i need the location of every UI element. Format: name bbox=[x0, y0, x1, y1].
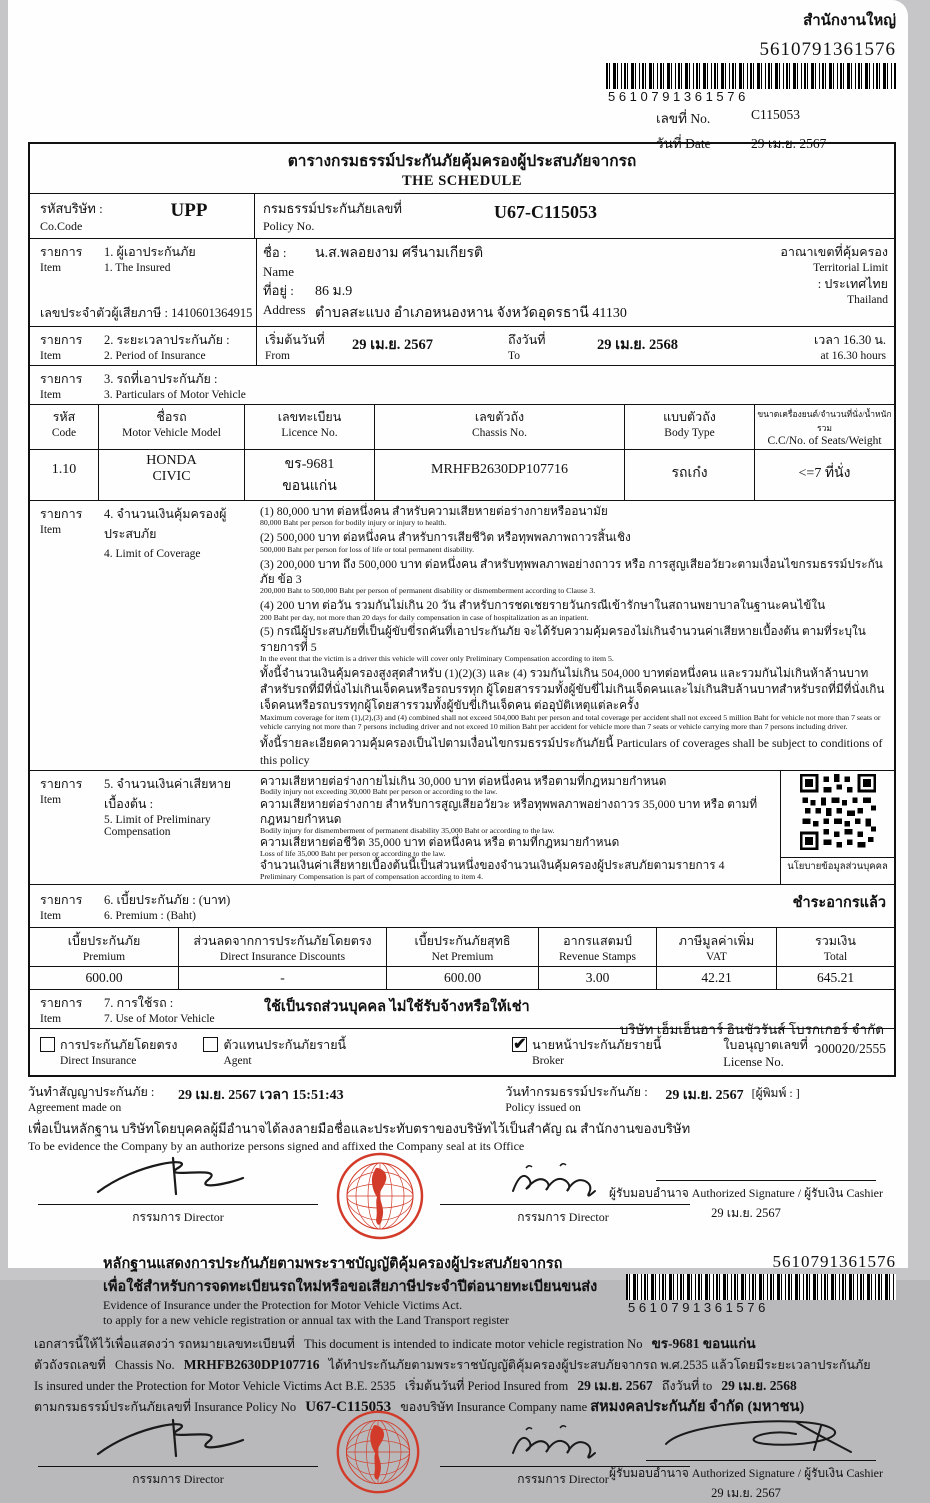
pcol-stamps-th: อากรแสตมป์ bbox=[563, 933, 632, 948]
evidence-en: To be evidence the Company by an authorize persons signed and affixed the Company seal at its Office bbox=[28, 1138, 525, 1153]
agreement-label-en: Agreement made on bbox=[28, 1101, 122, 1114]
pcol-discount-th: ส่วนลดจากการประกันภัยโดยตรง bbox=[193, 933, 372, 948]
director-signature-1 bbox=[78, 1154, 258, 1206]
from-date: 29 เม.ย. 2567 bbox=[352, 337, 434, 353]
vehicle-item-row bbox=[30, 365, 894, 404]
direct-insurance-option bbox=[40, 1035, 177, 1070]
license-no-value: ว00020/2555 bbox=[813, 1040, 886, 1056]
line2-th: ตัวถังรถเลขที่ bbox=[34, 1357, 106, 1372]
time-en: at 16.30 hours bbox=[820, 350, 886, 362]
coverage-item-en: 4. Limit of Coverage bbox=[104, 548, 201, 560]
pcol-premium-en: Premium bbox=[82, 950, 126, 963]
vehicle-code: 1.10 bbox=[51, 462, 77, 477]
policy-sheet bbox=[8, 0, 908, 1500]
pcol-total-en: Total bbox=[823, 950, 848, 963]
item-label-en: Item bbox=[40, 524, 62, 536]
coverage-item-th: 4. จำนวนเงินคุ้มครองผู้ประสบภัย bbox=[104, 507, 227, 541]
policy-issued-label-en: Policy issued on bbox=[505, 1101, 581, 1114]
time-th: เวลา 16.30 น. bbox=[813, 333, 886, 347]
coverage-clause-5-en: In the event that the victim is a driver this vehicle will cover only Preliminary Compensation according to item 5. bbox=[260, 654, 614, 664]
line4-en: Insurance Policy No bbox=[194, 1400, 297, 1415]
coverage-note-en: Maximum coverage for item (1),(2),(3) and (4) combined shall not exceed 504,000 Baht per person and total coverage per accident shall not exceed 5 million Baht for vehicle not more than 7 seats or vehicle carrying not more than 7 persons including driver and not exceed 10 milion Baht per accident for vehicle more than 7 seats or vehicle carrying more than 7 persons including driver. bbox=[260, 712, 881, 731]
evidence-th: เพื่อเป็นหลักฐาน บริษัทโดยบุคคลผู้มีอำนาจได้ลงลายมือชื่อและประทับตราของบริษัทไว้เป็นสำคัญ ณ สำนักงานของบริษัท bbox=[28, 1120, 691, 1136]
item-label-en: Item bbox=[40, 262, 62, 274]
printer-note: [ผู้พิมพ์ : ] bbox=[751, 1085, 800, 1100]
company-seal bbox=[334, 1150, 426, 1242]
prelim-line-1-th: ความเสียหายต่อร่างกายไม่เกิน 30,000 บาท ต่อหนึ่งคน หรือตามที่กฎหมายกำหนด bbox=[260, 773, 667, 788]
vehicle-seats: <=7 ที่นั่ง bbox=[754, 450, 894, 500]
policy-no-label-en: Policy No. bbox=[263, 219, 315, 233]
item-label-th: รายการ bbox=[40, 333, 83, 347]
company-policy-row bbox=[30, 193, 894, 238]
vcol-licence-th: เลขทะเบียน bbox=[277, 410, 342, 424]
prelim-item-th: 5. จำนวนเงินค่าเสียหายเบื้องต้น : bbox=[104, 776, 232, 811]
coverage-clause-3-en: 200,000 Baht to 500,000 Baht per person of permanent disability or dismemberment according to Clause 3. bbox=[260, 586, 596, 596]
net-premium-value: 600.00 bbox=[386, 967, 538, 989]
territorial-en: Territorial Limit bbox=[813, 262, 888, 274]
doc-date-value: 29 เม.ย. 2567 bbox=[751, 136, 827, 151]
pcol-total-th: รวมเงิน bbox=[815, 933, 856, 948]
barcode-number-bottom: 5610791361576 bbox=[772, 1251, 896, 1271]
agreement-date: 29 เม.ย. 2567 เวลา 15:51:43 bbox=[178, 1087, 344, 1103]
prelim-line-2-en: Bodily injury for dismemberment of permanent disability 35,000 Baht or according to the law. bbox=[260, 825, 555, 835]
vehicle-table-row bbox=[30, 449, 894, 500]
premium-table-header bbox=[30, 927, 894, 966]
vcol-chassis-th: เลขตัวถัง bbox=[474, 410, 525, 424]
broker-checkbox-checked bbox=[512, 1037, 527, 1052]
vcol-chassis-en: Chassis No. bbox=[472, 427, 527, 439]
schedule-title bbox=[30, 144, 894, 193]
coverage-clause-1-en: 80,000 Baht per person for bodily injury or injury to health. bbox=[260, 518, 447, 528]
policy-issued-date: 29 เม.ย. 2567 bbox=[665, 1087, 744, 1103]
evidence-title-en1: Evidence of Insurance under the Protection for Motor Vehicle Victims Act. bbox=[103, 1297, 463, 1312]
prelim-row bbox=[30, 770, 894, 884]
taxid-value: 1410601364915 bbox=[171, 306, 253, 320]
period-item-en: 2. Period of Insurance bbox=[104, 350, 206, 362]
coverage-clause-4-en: 200 Baht per day, not more than 20 days for daily compensation in case of hospitalization as an inpatient. bbox=[260, 612, 589, 622]
co-code-label-th: รหัสบริษัท : bbox=[40, 201, 103, 216]
use-value: ใช้เป็นรถส่วนบุคคล ไม่ใช้รับจ้างหรือให้เช่า bbox=[264, 998, 530, 1015]
line1-th: เอกสารนี้ให้ไว้เพื่อแสดงว่า รถหมายเลขทะเบียนที่ bbox=[34, 1336, 295, 1351]
coverage-row bbox=[30, 500, 894, 770]
vcol-seats-th: ขนาดเครื่องยนต์/จำนวนที่นั่ง/น้ำหนักรวม bbox=[757, 409, 892, 433]
insured-item-th: 1. ผู้เอาประกันภัย bbox=[104, 245, 196, 259]
vehicle-model-1: HONDA bbox=[146, 453, 197, 468]
cashier-signature bbox=[646, 1414, 866, 1462]
pcol-discount-en: Direct Insurance Discounts bbox=[219, 950, 346, 963]
vehicle-item-en: 3. Particulars of Motor Vehicle bbox=[104, 389, 246, 401]
prelim-line-2-th: ความเสียหายต่อร่างกาย สำหรับการสูญเสียอวัยวะ หรือทุพพลภาพอย่างถาวร 35,000 บาท หรือ ตามที่กฎหมายกำหนด bbox=[260, 797, 758, 826]
license-label-th: ใบอนุญาตเลขที่ bbox=[723, 1037, 808, 1052]
item-label-en: Item bbox=[40, 389, 62, 401]
vehicle-item-th: 3. รถที่เอาประกันภัย : bbox=[104, 372, 218, 386]
line3-en: Is insured under the Protection for Motor Vehicle Victims Act B.E. 2535 bbox=[34, 1378, 396, 1393]
line2-chassis: MRHFB2630DP107716 bbox=[183, 1356, 320, 1372]
item-label-en: Item bbox=[40, 350, 62, 362]
vehicle-licence-1: ขร-9681 bbox=[284, 457, 335, 472]
vehicle-licence-2: ขอนแก่น bbox=[282, 479, 337, 494]
line1-en: This document is intended to indicate motor vehicle registration No bbox=[303, 1336, 643, 1351]
pcol-vat-en: VAT bbox=[706, 950, 727, 963]
to-label-th: ถึงวันที่ bbox=[508, 333, 546, 347]
territorial-th: อาณาเขตที่คุ้มครอง bbox=[780, 245, 888, 259]
agreement-label-th: วันทำสัญญาประกันภัย : bbox=[28, 1084, 155, 1099]
item-label-th: รายการ bbox=[40, 892, 83, 907]
vcol-code-th: รหัส bbox=[52, 410, 76, 424]
director-label-1-bottom: กรรมการ Director bbox=[132, 1471, 224, 1486]
vcol-body-en: Body Type bbox=[664, 427, 715, 439]
policy-no-label-th: กรมธรรม์ประกันภัยเลขที่ bbox=[263, 201, 402, 216]
agent-checkbox bbox=[203, 1037, 218, 1052]
line3-from-date: 29 เม.ย. 2567 bbox=[577, 1377, 653, 1393]
schedule-title-th: ตารางกรมธรรม์ประกันภัยคุ้มครองผู้ประสบภัยจากรถ bbox=[287, 153, 637, 170]
line2-th2: ได้ทำประกันภัยตามพระราชบัญญัติคุ้มครองผู้ประสบภัยจากรถ พ.ศ.2535 แล้วโดยมีระยะเวลาประกันภัย bbox=[328, 1357, 871, 1372]
pcol-net-th: เบี้ยประกันภัยสุทธิ bbox=[414, 933, 511, 948]
vehicle-table-header bbox=[30, 404, 894, 449]
prelim-line-4-th: จำนวนเงินค่าเสียหายเบื้องต้นนี้เป็นส่วนหนึ่งของจำนวนเงินคุ้มครองผู้ประสบภัยตามรายการ 4 bbox=[260, 858, 725, 873]
evidence-title-en2: to apply for a new vehicle registration or annual tax with the Land Transport register bbox=[103, 1312, 509, 1327]
evidence-title-th1: หลักฐานแสดงการประกันภัยตามพระราชบัญญัติคุ้มครองผู้ประสบภัยจากรถ bbox=[103, 1255, 563, 1272]
policy-no-value: U67-C115053 bbox=[494, 202, 597, 222]
name-label-en: Name bbox=[263, 264, 295, 279]
line3-en2: Period Insured from bbox=[467, 1378, 569, 1393]
coverage-subject-note: ทั้งนี้รายละเอียดความคุ้มครองเป็นไปตามเงื่อนไขกรมธรรม์ประกันภัยนี้ Particulars of coverages shall be subject to conditions of this policy bbox=[260, 735, 883, 767]
doc-no-label: เลขที่ No. bbox=[656, 111, 711, 126]
agent-option bbox=[203, 1035, 346, 1070]
coverage-clause-4-th: (4) 200 บาท ต่อวัน รวมกันไม่เกิน 20 วัน สำหรับการชดเชยรายวันกรณีเข้ารักษาในสถานพยาบาลในฐานะคนไข้ใน bbox=[260, 598, 826, 613]
line4-en2: Insurance Company name bbox=[456, 1400, 588, 1415]
insured-addr2: ตำบลสะแบง อำเภอหนองหาน จังหวัดอุดรธานี 41130 bbox=[315, 306, 627, 321]
taxid-label: เลขประจำตัวผู้เสียภาษี : bbox=[40, 306, 168, 320]
to-date: 29 เม.ย. 2568 bbox=[597, 337, 679, 353]
policy-issued-label-th: วันทำกรมธรรม์ประกันภัย : bbox=[505, 1084, 648, 1099]
premium-item-th: 6. เบี้ยประกันภัย : (บาท) bbox=[104, 892, 231, 907]
line2-en: Chassis No. bbox=[114, 1357, 175, 1372]
channel-row bbox=[30, 1021, 894, 1075]
insured-item-en: 1. The Insured bbox=[104, 262, 171, 274]
premium-table-values bbox=[30, 966, 894, 989]
from-label-en: From bbox=[265, 350, 290, 362]
pcol-premium-th: เบี้ยประกันภัย bbox=[67, 933, 141, 948]
pcol-stamps-en: Revenue Stamps bbox=[559, 950, 636, 963]
director-signature-1-bottom bbox=[78, 1416, 258, 1468]
item-label-en: Item bbox=[40, 909, 62, 922]
signature-block-bottom bbox=[28, 1422, 896, 1500]
doc-no-value: C115053 bbox=[751, 107, 801, 122]
coverage-clause-2-th: (2) 500,000 บาท ต่อหนึ่งคน สำหรับการเสียชีวิต หรือทุพพลภาพถาวรสิ้นเชิง bbox=[260, 530, 631, 545]
license-label-en: License No. bbox=[723, 1054, 784, 1069]
line3-th: เริ่มต้นวันที่ bbox=[404, 1378, 465, 1393]
line4-policy-no: U67-C115053 bbox=[305, 1399, 392, 1416]
territorial-value-th: : ประเทศไทย bbox=[817, 277, 888, 291]
pcol-vat-th: ภาษีมูลค่าเพิ่ม bbox=[678, 933, 755, 948]
use-item-en: 7. Use of Motor Vehicle bbox=[104, 1012, 215, 1025]
office-label: สำนักงานใหญ่ bbox=[803, 13, 896, 29]
line1-registration: ขร-9681 ขอนแก่น bbox=[651, 1335, 756, 1351]
item-label-en: Item bbox=[40, 1012, 62, 1025]
director-label-2: กรรมการ Director bbox=[517, 1209, 609, 1224]
line3-to-date: 29 เม.ย. 2568 bbox=[721, 1377, 797, 1393]
director-signature-2-bottom bbox=[498, 1418, 628, 1463]
addr-label-en: Address bbox=[263, 302, 306, 317]
item-label-th: รายการ bbox=[40, 372, 83, 386]
prelim-line-1-en: Bodily injury not exceeding 30,000 Baht per person or according to the law. bbox=[260, 787, 498, 797]
insured-name: น.ส.พลอยงาม ศรีนามเกียรติ bbox=[315, 246, 484, 261]
agent-label-en: Agent bbox=[223, 1054, 252, 1067]
signature-block-top bbox=[28, 1154, 896, 1246]
vcol-licence-en: Licence No. bbox=[281, 427, 338, 439]
pcol-net-en: Net Premium bbox=[431, 950, 494, 963]
territorial-value-en: Thailand bbox=[847, 294, 888, 306]
stamp-duty-paid: ชำระอากรแล้ว bbox=[792, 894, 886, 911]
item-label-th: รายการ bbox=[40, 995, 83, 1010]
vehicle-model-2: CIVIC bbox=[152, 469, 191, 484]
revenue-stamps-value: 3.00 bbox=[538, 967, 656, 989]
line4-th: ตามกรมธรรม์ประกันภัยเลขที่ bbox=[34, 1400, 191, 1415]
line3-en3: to bbox=[702, 1378, 713, 1393]
schedule-table bbox=[28, 142, 896, 1077]
barcode-bottom bbox=[626, 1274, 896, 1300]
line3-th2: ถึงวันที่ bbox=[661, 1378, 700, 1393]
vcol-code-en: Code bbox=[51, 427, 77, 439]
period-item-th: 2. ระยะเวลาประกันภัย : bbox=[104, 333, 230, 347]
evidence-title-th2: เพื่อใช้สำหรับการจดทะเบียนรถใหม่หรือขอเสียภาษีประจำปีต่อนายทะเบียนขนส่ง bbox=[103, 1278, 598, 1295]
authorized-signature-date: 29 เม.ย. 2567 bbox=[711, 1205, 781, 1220]
top-header bbox=[8, 4, 908, 151]
company-seal-bottom bbox=[334, 1408, 422, 1496]
barcode-number-top: 5610791361576 bbox=[759, 39, 896, 60]
from-label-th: เริ่มต้นวันที่ bbox=[265, 333, 325, 347]
evidence-body-text bbox=[8, 1328, 908, 1420]
director-label-1: กรรมการ Director bbox=[132, 1209, 224, 1224]
broker-label-th: นายหน้าประกันภัยรายนี้ bbox=[532, 1037, 662, 1052]
vehicle-body-type: รถเก๋ง bbox=[624, 450, 754, 500]
schedule-title-en: THE SCHEDULE bbox=[401, 173, 523, 189]
item-label-th: รายการ bbox=[40, 245, 83, 259]
total-value: 645.21 bbox=[776, 967, 894, 989]
line4-company-name: สหมงคลประกันภัย จำกัด (มหาชน) bbox=[590, 1399, 805, 1416]
insured-row bbox=[30, 238, 894, 326]
item-label-th: รายการ bbox=[40, 776, 83, 791]
co-code-label-en: Co.Code bbox=[40, 219, 83, 233]
use-item-th: 7. การใช้รถ : bbox=[104, 995, 174, 1010]
director-label-2-bottom: กรรมการ Director bbox=[517, 1471, 609, 1486]
qr-code bbox=[800, 774, 876, 850]
broker-label-en: Broker bbox=[532, 1054, 564, 1067]
item-label-th: รายการ bbox=[40, 507, 83, 521]
co-code-value: UPP bbox=[170, 200, 208, 221]
name-label-th: ชื่อ : bbox=[263, 245, 287, 260]
evidence-statement bbox=[8, 1114, 908, 1154]
broker-company-name: บริษัท เอ็มเอ็นอาร์ อินชัวรันส์ โบรกเกอร์ จำกัด bbox=[619, 1021, 884, 1037]
barcode-digits-bottom: 5 6 1 0 7 9 1 3 6 1 5 7 6 bbox=[628, 1299, 766, 1315]
coverage-clause-1-th: (1) 80,000 บาท ต่อหนึ่งคน สำหรับความเสียหายต่อร่างกายหรืออนามัย bbox=[260, 504, 608, 518]
insured-addr1: 86 ม.9 bbox=[315, 284, 353, 299]
prelim-item-en: 5. Limit of Preliminary Compensation bbox=[104, 813, 211, 838]
coverage-clause-5-th: (5) กรณีผู้ประสบภัยที่เป็นผู้ขับขี่รถคันที่เอาประกันภัย จะได้รับความคุ้มครองไม่เกินจำนวนค่าเสียหายเบื้องต้น ตามที่ระบุในรายการที่ 5 bbox=[260, 624, 866, 654]
to-label-en: To bbox=[508, 350, 520, 362]
barcode-top bbox=[606, 63, 896, 89]
agent-label-th: ตัวแทนประกันภัยรายนี้ bbox=[223, 1037, 347, 1052]
direct-insurance-checkbox bbox=[40, 1037, 55, 1052]
prelim-line-4-en: Preliminary Compensation is part of compensation according to item 4. bbox=[260, 872, 484, 882]
coverage-note-th: ทั้งนี้จำนวนเงินคุ้มครองสูงสุดสำหรับ (1)(2)(3) และ (4) รวมกันไม่เกิน 504,000 บาทต่อหนึ่งคน และรวมกันไม่เกินห้าล้านบาทสำหรับรถที่มีที่นั่งไม่เกินเจ็ดคนหรือรถบรรทุก ผู้โดยสารรวมทั้งผู้ขับขี่ไม่เกินเจ็ดคนและไม่เกินสิบล้านบาทสำหรับรถที่มีที่นั่งเกินเจ็ดคนหรือรถบรรทุกผู้โดยสารรวมทั้งผู้ขับขี่เกินเจ็ดคน ต่ออุบัติเหตุแต่ละครั้ง bbox=[260, 666, 885, 712]
doc-date-label: วันที่ Date bbox=[656, 136, 711, 151]
authorized-signature-date-bottom: 29 เม.ย. 2567 bbox=[711, 1485, 781, 1500]
line4-th2: ของบริษัท bbox=[400, 1400, 454, 1415]
premium-item-en: 6. Premium : (Baht) bbox=[104, 909, 196, 922]
direct-label-en: Direct Insurance bbox=[60, 1054, 137, 1067]
vcol-model-th: ชื่อรถ bbox=[156, 410, 187, 424]
prelim-line-3-th: ความเสียหายต่อชีวิต 35,000 บาท ต่อหนึ่งคน หรือ ตามที่กฎหมายกำหนด bbox=[260, 835, 620, 850]
coverage-clause-2-en: 500,000 Baht per person for loss of life or total permanent disability. bbox=[260, 544, 475, 554]
addr-label-th: ที่อยู่ : bbox=[263, 283, 294, 298]
evidence-section bbox=[8, 1252, 908, 1500]
premium-value: 600.00 bbox=[85, 969, 123, 985]
barcode-digits-top: 5 6 1 0 7 9 1 3 6 1 5 7 6 bbox=[608, 89, 746, 104]
direct-label-th: การประกันภัยโดยตรง bbox=[60, 1037, 178, 1052]
broker-option bbox=[512, 1035, 661, 1070]
vcol-seats-en: C.C/No. of Seats/Weight bbox=[767, 435, 882, 447]
vat-value: 42.21 bbox=[656, 967, 776, 989]
period-row bbox=[30, 326, 894, 365]
prelim-line-3-en: Loss of life 35,000 Baht per person or according to the law. bbox=[260, 848, 446, 858]
coverage-clause-3-th: (3) 200,000 บาท ถึง 500,000 บาท ต่อหนึ่งคน สำหรับทุพพลภาพอย่างถาวร หรือ การสูญเสียอวัยวะตามเงื่อนไขกรมธรรม์ประกันภัย ข้อ 3 bbox=[260, 556, 883, 586]
qr-caption: นโยบายข้อมูลส่วนบุคคล bbox=[781, 857, 894, 874]
vehicle-chassis: MRHFB2630DP107716 bbox=[374, 450, 624, 500]
premium-label-row bbox=[30, 884, 894, 927]
qr-cell bbox=[780, 771, 894, 884]
discount-value: - bbox=[178, 967, 386, 989]
item-label-en: Item bbox=[40, 793, 62, 806]
authorized-signature-label-bottom: ผู้รับมอบอำนาจ Authorized Signature / ผู้รับเงิน Cashier bbox=[609, 1465, 883, 1480]
authorized-signature-label: ผู้รับมอบอำนาจ Authorized Signature / ผู้รับเงิน Cashier bbox=[609, 1185, 883, 1200]
vcol-model-en: Motor Vehicle Model bbox=[122, 427, 221, 439]
agreement-row bbox=[8, 1077, 908, 1114]
vcol-body-th: แบบตัวถัง bbox=[663, 410, 716, 424]
